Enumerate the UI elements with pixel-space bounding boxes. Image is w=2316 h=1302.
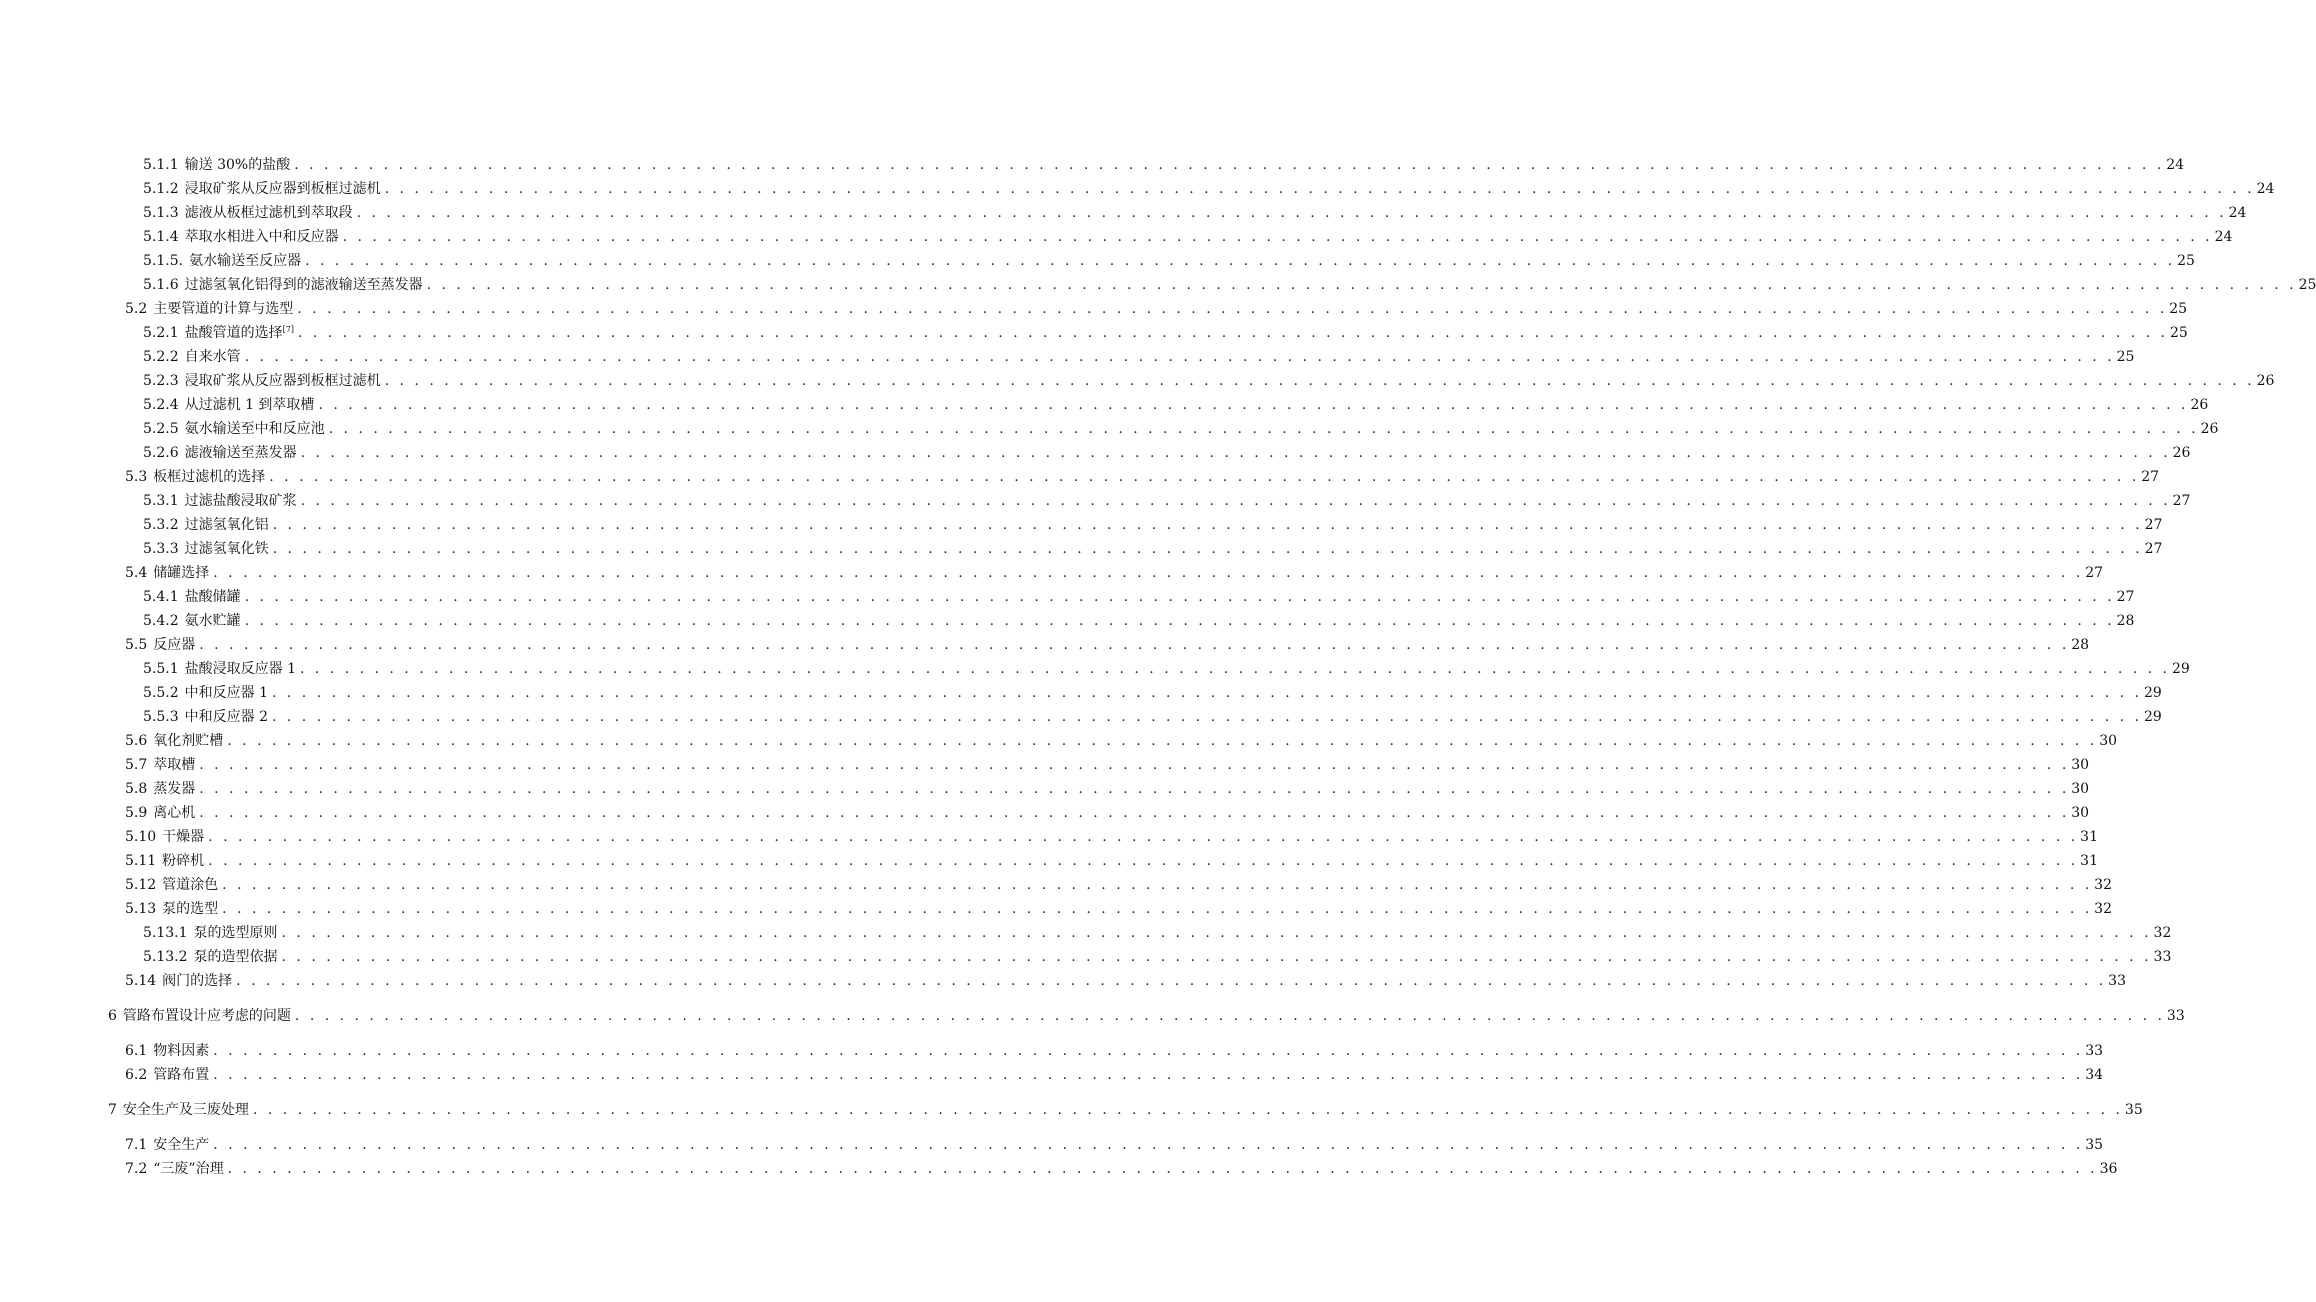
dot-leader: . . . . . . . . . . . . . . . . . . . . . . . . . . . . . . . . . . . . . . . . . . . . . . . . . . . . . . . . . . . . . . . . . . . . . . . . . . . . . . . . . . . . . . . . . . . . . . . . . . . . . . . . . . . . . . . . . . . . . . . . . . . . . . [356,205,2227,221]
toc-page-number: 28 [2116,613,2135,629]
toc-page-number: 32 [2094,877,2112,893]
dot-leader: . . . . . . . . . . . . . . . . . . . . . . . . . . . . . . . . . . . . . . . . . . . . . . . . . . . . . . . . . . . . . . . . . . . . . . . . . . . . . . . . . . . . . . . . . . . . . . . . . . . . . . . . . . . . . . . . . . . . . . . . . . . . . . [300,493,2171,509]
toc-page-number: 35 [2085,1137,2104,1153]
toc-section-number: 5.1.6 [143,277,179,293]
toc-section-title-text: 主要管道的计算与选型 [153,301,294,317]
toc-section-number: 5.9 [125,805,148,821]
toc-entry[interactable] [0,489,2191,513]
toc-section-number: 5.3.3 [143,541,179,557]
toc-section-number: 5.2.3 [143,373,179,389]
toc-entry[interactable] [0,729,2118,753]
toc-page-number: 27 [2085,565,2104,581]
dot-leader: . . . . . . . . . . . . . . . . . . . . . . . . . . . . . . . . . . . . . . . . . . . . . . . . . . . . . . . . . . . . . . . . . . . . . . . . . . . . . . . . . . . . . . . . . . . . . . . . . . . . . . . . . . . . . . . . . . . . . . . . . . . . . . [299,661,2170,677]
toc-entry-line [143,537,2163,561]
toc-section-number: 7 [108,1102,117,1118]
toc-section-title-text: 反应器 [153,637,196,653]
toc-entry-line [125,801,2090,825]
toc-section-title-text: 离心机 [153,805,196,821]
dot-leader: . . . . . . . . . . . . . . . . . . . . . . . . . . . . . . . . . . . . . . . . . . . . . . . . . . . . . . . . . . . . . . . . . . . . . . . . . . . . . . . . . . . . . . . . . . . . . . . . . . . . . . . . . . . . . . . . . . . . . . . . . . . . . . [294,1008,2165,1024]
citation-marker: [7] [282,325,294,334]
toc-section-title [188,921,278,945]
dot-leader: . . . . . . . . . . . . . . . . . . . . . . . . . . . . . . . . . . . . . . . . . . . . . . . . . . . . . . . . . . . . . . . . . . . . . . . . . . . . . . . . . . . . . . . . . . . . . . . . . . . . . . . . . . . . . . . . . . . . . . . . . . . . . . [426,277,2297,293]
toc-entry[interactable] [0,801,2090,825]
toc-section-title-text: 过滤氢氧化铝 [184,517,269,533]
toc-section-title-text: 氨水贮罐 [184,613,241,629]
toc-entry-line [125,297,2188,321]
toc-page-number: 34 [2085,1067,2104,1083]
toc-section-title-text: 过滤盐酸浸取矿浆 [184,493,297,509]
toc-page-number: 29 [2143,685,2162,701]
dot-leader: . . . . . . . . . . . . . . . . . . . . . . . . . . . . . . . . . . . . . . . . . . . . . . . . . . . . . . . . . . . . . . . . . . . . . . . . . . . . . . . . . . . . . . . . . . . . . . . . . . . . . . . . . . . . . . . . . . . . . . . . . . . . . . [227,733,2098,749]
toc-section-title [147,729,223,753]
toc-entry[interactable] [0,657,2190,681]
toc-entry-line [143,657,2190,681]
dot-leader: . . . . . . . . . . . . . . . . . . . . . . . . . . . . . . . . . . . . . . . . . . . . . . . . . . . . . . . . . . . . . . . . . . . . . . . . . . . . . . . . . . . . . . . . . . . . . . . . . . . . . . . . . . . . . . . . . . . . . . . . . . . . . . [252,1102,2123,1118]
toc-section-title-text: 氨水输送至中和反应池 [184,421,325,437]
toc-section-title-text: 物料因素 [153,1043,210,1059]
toc-page-number: 32 [2094,901,2112,917]
toc-section-title-text: 浸取矿浆从反应器到板框过滤机 [184,373,381,389]
toc-entry[interactable] [0,321,2188,345]
toc-entry[interactable] [0,513,2163,537]
toc-entry[interactable] [0,225,2233,249]
toc-section-title [147,561,209,585]
dot-leader: . . . . . . . . . . . . . . . . . . . . . . . . . . . . . . . . . . . . . . . . . . . . . . . . . . . . . . . . . . . . . . . . . . . . . . . . . . . . . . . . . . . . . . . . . . . . . . . . . . . . . . . . . . . . . . . . . . . . . . . . . . . . . . [342,229,2213,245]
toc-entry[interactable] [0,561,2104,585]
toc-section-title-text: 干燥器 [162,829,205,845]
dot-leader: . . . . . . . . . . . . . . . . . . . . . . . . . . . . . . . . . . . . . . . . . . . . . . . . . . . . . . . . . . . . . . . . . . . . . . . . . . . . . . . . . . . . . . . . . . . . . . . . . . . . . . . . . . . . . . . . . . . . . . . . . . . . . . [213,1043,2084,1059]
toc-section-title-text: 管路布置设计应考虑的问题 [122,1008,291,1024]
dot-leader: . . . . . . . . . . . . . . . . . . . . . . . . . . . . . . . . . . . . . . . . . . . . . . . . . . . . . . . . . . . . . . . . . . . . . . . . . . . . . . . . . . . . . . . . . . . . . . . . . . . . . . . . . . . . . . . . . . . . . . . . . . . . . . [222,877,2093,893]
toc-section-number: 5.2.4 [143,397,179,413]
toc-entry[interactable] [0,1157,2118,1181]
dot-leader: . . . . . . . . . . . . . . . . . . . . . . . . . . . . . . . . . . . . . . . . . . . . . . . . . . . . . . . . . . . . . . . . . . . . . . . . . . . . . . . . . . . . . . . . . . . . . . . . . . . . . . . . . . . . . . . . . . . . . . . . . . . . . . [227,1161,2098,1177]
toc-section-title [147,633,195,657]
toc-section-number: 5.1.5. [143,253,184,269]
dot-leader: . . . . . . . . . . . . . . . . . . . . . . . . . . . . . . . . . . . . . . . . . . . . . . . . . . . . . . . . . . . . . . . . . . . . . . . . . . . . . . . . . . . . . . . . . . . . . . . . . . . . . . . . . . . . . . . . . . . . . . . . . . . . . . [222,901,2093,917]
toc-entry[interactable] [0,201,2247,225]
toc-section-number: 5.1.3 [143,205,179,221]
toc-section-title-text: 盐酸管道的选择 [184,325,283,341]
toc-section-title [183,249,301,273]
toc-section-number: 6.1 [125,1043,148,1059]
toc-section-title [147,1133,209,1157]
toc-section-title [147,801,195,825]
toc-section-title-text: 氧化剂贮槽 [153,733,224,749]
toc-page-number: 24 [2228,205,2247,221]
toc-section-title [147,753,195,777]
toc-section-title [179,705,268,729]
toc-section-number: 5.2.1 [143,325,179,341]
dot-leader: . . . . . . . . . . . . . . . . . . . . . . . . . . . . . . . . . . . . . . . . . . . . . . . . . . . . . . . . . . . . . . . . . . . . . . . . . . . . . . . . . . . . . . . . . . . . . . . . . . . . . . . . . . . . . . . . . . . . . . . . . . . . . . [297,325,2168,341]
toc-section-title-text: 过滤氢氧化铁 [184,541,269,557]
dot-leader: . . . . . . . . . . . . . . . . . . . . . . . . . . . . . . . . . . . . . . . . . . . . . . . . . . . . . . . . . . . . . . . . . . . . . . . . . . . . . . . . . . . . . . . . . . . . . . . . . . . . . . . . . . . . . . . . . . . . . . . . . . . . . . [244,349,2115,365]
toc-entry-line [125,825,2098,849]
toc-section-title [156,825,204,849]
toc-section-number: 5.3.2 [143,517,179,533]
toc-section-title-text: 从过滤机 1 到萃取槽 [184,397,315,413]
toc-entry[interactable] [0,705,2162,729]
toc-page-number: 32 [2153,925,2172,941]
toc-section-title [179,177,381,201]
toc-section-title [156,849,204,873]
toc-entry-line [143,273,2316,297]
toc-section-title-text: 安全生产及三废处理 [122,1102,249,1118]
toc-section-title [179,681,268,705]
toc-entry[interactable] [0,585,2135,609]
dot-leader: . . . . . . . . . . . . . . . . . . . . . . . . . . . . . . . . . . . . . . . . . . . . . . . . . . . . . . . . . . . . . . . . . . . . . . . . . . . . . . . . . . . . . . . . . . . . . . . . . . . . . . . . . . . . . . . . . . . . . . . . . . . . . . [208,829,2079,845]
dot-leader: . . . . . . . . . . . . . . . . . . . . . . . . . . . . . . . . . . . . . . . . . . . . . . . . . . . . . . . . . . . . . . . . . . . . . . . . . . . . . . . . . . . . . . . . . . . . . . . . . . . . . . . . . . . . . . . . . . . . . . . . . . . . . . [244,613,2115,629]
toc-section-title-text: 管道涂色 [162,877,219,893]
toc-section-title-text: 浸取矿浆从反应器到板框过滤机 [184,181,381,197]
toc-page-number: 27 [2144,541,2163,557]
toc-page-number: 29 [2171,661,2190,677]
dot-leader: . . . . . . . . . . . . . . . . . . . . . . . . . . . . . . . . . . . . . . . . . . . . . . . . . . . . . . . . . . . . . . . . . . . . . . . . . . . . . . . . . . . . . . . . . . . . . . . . . . . . . . . . . . . . . . . . . . . . . . . . . . . . . . [281,925,2152,941]
toc-section-title [179,657,296,681]
toc-entry-line [108,1004,2185,1028]
toc-entry[interactable] [0,1133,2104,1157]
toc-section-title [188,945,278,969]
toc-section-title [179,609,241,633]
dot-leader: . . . . . . . . . . . . . . . . . . . . . . . . . . . . . . . . . . . . . . . . . . . . . . . . . . . . . . . . . . . . . . . . . . . . . . . . . . . . . . . . . . . . . . . . . . . . . . . . . . . . . . . . . . . . . . . . . . . . . . . . . . . . . . [294,157,2165,173]
toc-entry[interactable] [0,465,2160,489]
toc-entry-line [125,777,2090,801]
toc-section-number: 5.2.5 [143,421,179,437]
toc-page-number: 30 [2099,733,2118,749]
toc-entry[interactable] [0,777,2090,801]
dot-leader: . . . . . . . . . . . . . . . . . . . . . . . . . . . . . . . . . . . . . . . . . . . . . . . . . . . . . . . . . . . . . . . . . . . . . . . . . . . . . . . . . . . . . . . . . . . . . . . . . . . . . . . . . . . . . . . . . . . . . . . . . . . . . . [271,709,2142,725]
dot-leader: . . . . . . . . . . . . . . . . . . . . . . . . . . . . . . . . . . . . . . . . . . . . . . . . . . . . . . . . . . . . . . . . . . . . . . . . . . . . . . . . . . . . . . . . . . . . . . . . . . . . . . . . . . . . . . . . . . . . . . . . . . . . . . [281,949,2152,965]
toc-entry[interactable] [0,1039,2104,1063]
toc-section-number: 5.7 [125,757,148,773]
toc-section-title-text: 粉碎机 [162,853,205,869]
dot-leader: . . . . . . . . . . . . . . . . . . . . . . . . . . . . . . . . . . . . . . . . . . . . . . . . . . . . . . . . . . . . . . . . . . . . . . . . . . . . . . . . . . . . . . . . . . . . . . . . . . . . . . . . . . . . . . . . . . . . . . . . . . . . . . [199,637,2070,653]
toc-section-title [179,369,381,393]
toc-section-title-text: 盐酸储罐 [184,589,241,605]
dot-leader: . . . . . . . . . . . . . . . . . . . . . . . . . . . . . . . . . . . . . . . . . . . . . . . . . . . . . . . . . . . . . . . . . . . . . . . . . . . . . . . . . . . . . . . . . . . . . . . . . . . . . . . . . . . . . . . . . . . . . . . . . . . . . . [269,469,2140,485]
toc-entry-line [143,441,2191,465]
toc-section-number: 5.1.1 [143,157,179,173]
toc-page-number: 30 [2071,757,2090,773]
toc-entry-line [143,249,2195,273]
dot-leader: . . . . . . . . . . . . . . . . . . . . . . . . . . . . . . . . . . . . . . . . . . . . . . . . . . . . . . . . . . . . . . . . . . . . . . . . . . . . . . . . . . . . . . . . . . . . . . . . . . . . . . . . . . . . . . . . . . . . . . . . . . . . . . [208,853,2079,869]
toc-page-number: 25 [2177,253,2195,269]
toc-section-title [147,297,293,321]
toc-page-number: 29 [2143,709,2162,725]
toc-section-title-text: 中和反应器 2 [184,709,268,725]
toc-entry[interactable] [0,633,2090,657]
toc-entry[interactable] [0,873,2112,897]
toc-page-number: 25 [2116,349,2135,365]
toc-entry-line [125,465,2160,489]
toc-section-number: 5.14 [125,973,157,989]
toc-page-number: 24 [2166,157,2185,173]
dot-leader: . . . . . . . . . . . . . . . . . . . . . . . . . . . . . . . . . . . . . . . . . . . . . . . . . . . . . . . . . . . . . . . . . . . . . . . . . . . . . . . . . . . . . . . . . . . . . . . . . . . . . . . . . . . . . . . . . . . . . . . . . . . . . . [328,421,2199,437]
toc-entry-line [125,1157,2118,1181]
toc-section-title [179,417,325,441]
dot-leader: . . . . . . . . . . . . . . . . . . . . . . . . . . . . . . . . . . . . . . . . . . . . . . . . . . . . . . . . . . . . . . . . . . . . . . . . . . . . . . . . . . . . . . . . . . . . . . . . . . . . . . . . . . . . . . . . . . . . . . . . . . . . . . [271,685,2142,701]
toc-section-number: 5.13.1 [143,925,188,941]
toc-section-title-text: 泵的选型原则 [193,925,278,941]
toc-page-number: 24 [2214,229,2233,245]
toc-section-title [147,1157,223,1181]
toc-entry-line [143,609,2135,633]
toc-entry-line [143,945,2172,969]
dot-leader: . . . . . . . . . . . . . . . . . . . . . . . . . . . . . . . . . . . . . . . . . . . . . . . . . . . . . . . . . . . . . . . . . . . . . . . . . . . . . . . . . . . . . . . . . . . . . . . . . . . . . . . . . . . . . . . . . . . . . . . . . . . . . . [300,445,2171,461]
toc-entry-line [143,345,2135,369]
toc-page-number: 26 [2200,421,2219,437]
toc-entry[interactable] [0,849,2098,873]
toc-section-title [156,873,218,897]
dot-leader: . . . . . . . . . . . . . . . . . . . . . . . . . . . . . . . . . . . . . . . . . . . . . . . . . . . . . . . . . . . . . . . . . . . . . . . . . . . . . . . . . . . . . . . . . . . . . . . . . . . . . . . . . . . . . . . . . . . . . . . . . . . . . . [384,373,2255,389]
toc-entry-line [125,873,2112,897]
toc-section-title-text: 过滤氢氧化铝得到的滤液输送至蒸发器 [184,277,423,293]
toc-entry-line [143,393,2209,417]
toc-entry-line [143,225,2233,249]
toc-entry-line [125,561,2104,585]
toc-section-number: 7.1 [125,1137,148,1153]
toc-entry[interactable] [0,897,2112,921]
dot-leader: . . . . . . . . . . . . . . . . . . . . . . . . . . . . . . . . . . . . . . . . . . . . . . . . . . . . . . . . . . . . . . . . . . . . . . . . . . . . . . . . . . . . . . . . . . . . . . . . . . . . . . . . . . . . . . . . . . . . . . . . . . . . . . [297,301,2168,317]
toc-entry-line [125,849,2098,873]
toc-section-number: 5.5.3 [143,709,179,725]
toc-section-title [156,897,218,921]
toc-entry-line [143,417,2219,441]
toc-entry[interactable] [0,1063,2104,1087]
toc-section-title-text: 板框过滤机的选择 [153,469,266,485]
toc-section-number: 5.2 [125,301,148,317]
toc-section-title-text: 滤液从板框过滤机到萃取段 [184,205,353,221]
toc-entry[interactable] [0,417,2219,441]
toc-section-title-text: 盐酸浸取反应器 1 [184,661,296,677]
table-of-contents [0,153,2316,1181]
dot-leader: . . . . . . . . . . . . . . . . . . . . . . . . . . . . . . . . . . . . . . . . . . . . . . . . . . . . . . . . . . . . . . . . . . . . . . . . . . . . . . . . . . . . . . . . . . . . . . . . . . . . . . . . . . . . . . . . . . . . . . . . . . . . . . [213,1067,2084,1083]
toc-entry[interactable] [0,969,2126,993]
toc-entry-line [143,153,2185,177]
toc-entry[interactable] [0,441,2191,465]
toc-entry-line [125,633,2090,657]
toc-page-number: 33 [2085,1043,2104,1059]
toc-page-number: 36 [2099,1161,2118,1177]
toc-section-number: 5.2.6 [143,445,179,461]
toc-section-title [179,585,241,609]
toc-section-number: 5.6 [125,733,148,749]
toc-section-number: 5.1.4 [143,229,179,245]
toc-entry-line [143,921,2172,945]
toc-section-number: 5.8 [125,781,148,797]
toc-section-title [179,321,294,345]
toc-page-number: 24 [2256,181,2275,197]
dot-leader: . . . . . . . . . . . . . . . . . . . . . . . . . . . . . . . . . . . . . . . . . . . . . . . . . . . . . . . . . . . . . . . . . . . . . . . . . . . . . . . . . . . . . . . . . . . . . . . . . . . . . . . . . . . . . . . . . . . . . . . . . . . . . . [384,181,2255,197]
toc-section-number: 5.5.2 [143,685,179,701]
toc-section-title-text: 安全生产 [153,1137,210,1153]
toc-entry-line [143,513,2163,537]
toc-entry[interactable] [0,345,2135,369]
toc-entry-line [125,969,2126,993]
toc-entry-line [143,489,2191,513]
toc-section-title [147,1039,209,1063]
toc-section-title-text: 泵的造型依据 [193,949,278,965]
toc-section-title [179,201,353,225]
toc-section-title-text: 储罐选择 [153,565,210,581]
toc-section-title [117,1004,291,1028]
dot-leader: . . . . . . . . . . . . . . . . . . . . . . . . . . . . . . . . . . . . . . . . . . . . . . . . . . . . . . . . . . . . . . . . . . . . . . . . . . . . . . . . . . . . . . . . . . . . . . . . . . . . . . . . . . . . . . . . . . . . . . . . . . . . . . [272,541,2143,557]
toc-section-title-text: 滤液输送至蒸发器 [184,445,297,461]
dot-leader: . . . . . . . . . . . . . . . . . . . . . . . . . . . . . . . . . . . . . . . . . . . . . . . . . . . . . . . . . . . . . . . . . . . . . . . . . . . . . . . . . . . . . . . . . . . . . . . . . . . . . . . . . . . . . . . . . . . . . . . . . . . . . . [199,805,2070,821]
toc-section-number: 5.4.2 [143,613,179,629]
toc-entry[interactable] [0,921,2172,945]
toc-entry-line [143,201,2247,225]
toc-section-number: 5.12 [125,877,157,893]
dot-leader: . . . . . . . . . . . . . . . . . . . . . . . . . . . . . . . . . . . . . . . . . . . . . . . . . . . . . . . . . . . . . . . . . . . . . . . . . . . . . . . . . . . . . . . . . . . . . . . . . . . . . . . . . . . . . . . . . . . . . . . . . . . . . . [213,565,2084,581]
toc-page-number: 25 [2169,325,2188,341]
toc-section-title-text: “三废”治理 [153,1161,224,1177]
toc-section-number: 5.4 [125,565,148,581]
dot-leader: . . . . . . . . . . . . . . . . . . . . . . . . . . . . . . . . . . . . . . . . . . . . . . . . . . . . . . . . . . . . . . . . . . . . . . . . . . . . . . . . . . . . . . . . . . . . . . . . . . . . . . . . . . . . . . . . . . . . . . . . . . . . . . [305,253,2176,269]
toc-entry[interactable] [0,369,2275,393]
toc-entry[interactable] [0,1004,2185,1028]
toc-page-number: 30 [2071,805,2090,821]
toc-section-title-text: 自来水管 [184,349,241,365]
toc-entry[interactable] [0,273,2316,297]
toc-section-title [179,441,297,465]
toc-entry-line [143,681,2162,705]
toc-entry[interactable] [0,297,2188,321]
toc-entry[interactable] [0,393,2209,417]
toc-page-number: 33 [2153,949,2172,965]
toc-page-number: 27 [2141,469,2160,485]
toc-section-title [179,225,339,249]
toc-section-number: 5.5 [125,637,148,653]
toc-entry-line [143,585,2135,609]
toc-entry[interactable] [0,609,2135,633]
toc-section-title-text: 输送 30%的盐酸 [184,157,291,173]
toc-entry-line [143,177,2275,201]
toc-section-title [179,489,297,513]
toc-page-number: 35 [2124,1102,2143,1118]
toc-entry[interactable] [0,153,2185,177]
dot-leader: . . . . . . . . . . . . . . . . . . . . . . . . . . . . . . . . . . . . . . . . . . . . . . . . . . . . . . . . . . . . . . . . . . . . . . . . . . . . . . . . . . . . . . . . . . . . . . . . . . . . . . . . . . . . . . . . . . . . . . . . . . . . . . [199,781,2070,797]
dot-leader: . . . . . . . . . . . . . . . . . . . . . . . . . . . . . . . . . . . . . . . . . . . . . . . . . . . . . . . . . . . . . . . . . . . . . . . . . . . . . . . . . . . . . . . . . . . . . . . . . . . . . . . . . . . . . . . . . . . . . . . . . . . . . . [272,517,2143,533]
toc-section-number: 5.3.1 [143,493,179,509]
toc-section-number: 7.2 [125,1161,148,1177]
toc-section-title-text: 蒸发器 [153,781,196,797]
toc-section-number: 6.2 [125,1067,148,1083]
toc-page-number: 26 [2172,445,2191,461]
toc-page-number: 28 [2071,637,2090,653]
toc-section-title [117,1098,249,1122]
toc-section-title [179,153,291,177]
toc-entry-line [125,1133,2104,1157]
toc-section-title-text: 氨水输送至反应器 [189,253,302,269]
toc-entry-line [125,753,2090,777]
toc-section-title-text: 萃取水相进入中和反应器 [184,229,339,245]
toc-entry-line [143,705,2162,729]
toc-page-number: 33 [2108,973,2126,989]
toc-section-number: 5.5.1 [143,661,179,677]
toc-section-number: 5.1.2 [143,181,179,197]
toc-page-number: 26 [2190,397,2209,413]
toc-page-number: 33 [2166,1008,2185,1024]
dot-leader: . . . . . . . . . . . . . . . . . . . . . . . . . . . . . . . . . . . . . . . . . . . . . . . . . . . . . . . . . . . . . . . . . . . . . . . . . . . . . . . . . . . . . . . . . . . . . . . . . . . . . . . . . . . . . . . . . . . . . . . . . . . . . . [236,973,2107,989]
toc-section-title [179,345,241,369]
toc-section-number: 5.10 [125,829,157,845]
toc-entry[interactable] [0,945,2172,969]
toc-page-number: 27 [2116,589,2135,605]
toc-entry[interactable] [0,753,2090,777]
toc-entry-line [143,321,2188,345]
toc-section-number: 5.11 [125,853,157,869]
dot-leader: . . . . . . . . . . . . . . . . . . . . . . . . . . . . . . . . . . . . . . . . . . . . . . . . . . . . . . . . . . . . . . . . . . . . . . . . . . . . . . . . . . . . . . . . . . . . . . . . . . . . . . . . . . . . . . . . . . . . . . . . . . . . . . [199,757,2070,773]
toc-section-title [147,465,265,489]
toc-section-number: 5.13 [125,901,157,917]
toc-section-number: 5.2.2 [143,349,179,365]
toc-section-title-text: 中和反应器 1 [184,685,268,701]
toc-entry[interactable] [0,825,2098,849]
toc-section-number: 5.3 [125,469,148,485]
toc-page-number: 31 [2080,829,2098,845]
toc-section-title [147,777,195,801]
toc-entry-line [125,1039,2104,1063]
toc-page-number: 26 [2256,373,2275,389]
toc-page-number: 25 [2298,277,2316,293]
toc-entry-line [125,897,2112,921]
toc-entry-line [108,1098,2143,1122]
toc-entry[interactable] [0,1098,2143,1122]
dot-leader: . . . . . . . . . . . . . . . . . . . . . . . . . . . . . . . . . . . . . . . . . . . . . . . . . . . . . . . . . . . . . . . . . . . . . . . . . . . . . . . . . . . . . . . . . . . . . . . . . . . . . . . . . . . . . . . . . . . . . . . . . . . . . . [318,397,2189,413]
toc-page-number: 25 [2169,301,2188,317]
toc-section-title-text: 泵的选型 [162,901,219,917]
toc-entry-line [125,729,2118,753]
toc-entry[interactable] [0,681,2162,705]
toc-entry-line [143,369,2275,393]
toc-entry-line [125,1063,2104,1087]
toc-page-number: 31 [2080,853,2098,869]
toc-section-title [179,273,423,297]
toc-section-number: 5.4.1 [143,589,179,605]
toc-page-number: 27 [2144,517,2163,533]
toc-entry[interactable] [0,249,2195,273]
toc-section-number: 6 [108,1008,117,1024]
toc-section-title [147,1063,209,1087]
toc-section-title [179,393,315,417]
toc-section-title-text: 管路布置 [153,1067,210,1083]
toc-section-title-text: 萃取槽 [153,757,196,773]
toc-page-number: 30 [2071,781,2090,797]
toc-section-number: 5.13.2 [143,949,188,965]
toc-section-title [156,969,232,993]
toc-entry[interactable] [0,177,2275,201]
toc-section-title-text: 阀门的选择 [162,973,233,989]
toc-section-title [179,513,269,537]
dot-leader: . . . . . . . . . . . . . . . . . . . . . . . . . . . . . . . . . . . . . . . . . . . . . . . . . . . . . . . . . . . . . . . . . . . . . . . . . . . . . . . . . . . . . . . . . . . . . . . . . . . . . . . . . . . . . . . . . . . . . . . . . . . . . . [244,589,2115,605]
dot-leader: . . . . . . . . . . . . . . . . . . . . . . . . . . . . . . . . . . . . . . . . . . . . . . . . . . . . . . . . . . . . . . . . . . . . . . . . . . . . . . . . . . . . . . . . . . . . . . . . . . . . . . . . . . . . . . . . . . . . . . . . . . . . . . [213,1137,2084,1153]
toc-entry[interactable] [0,537,2163,561]
toc-page-number: 27 [2172,493,2191,509]
toc-section-title [179,537,269,561]
